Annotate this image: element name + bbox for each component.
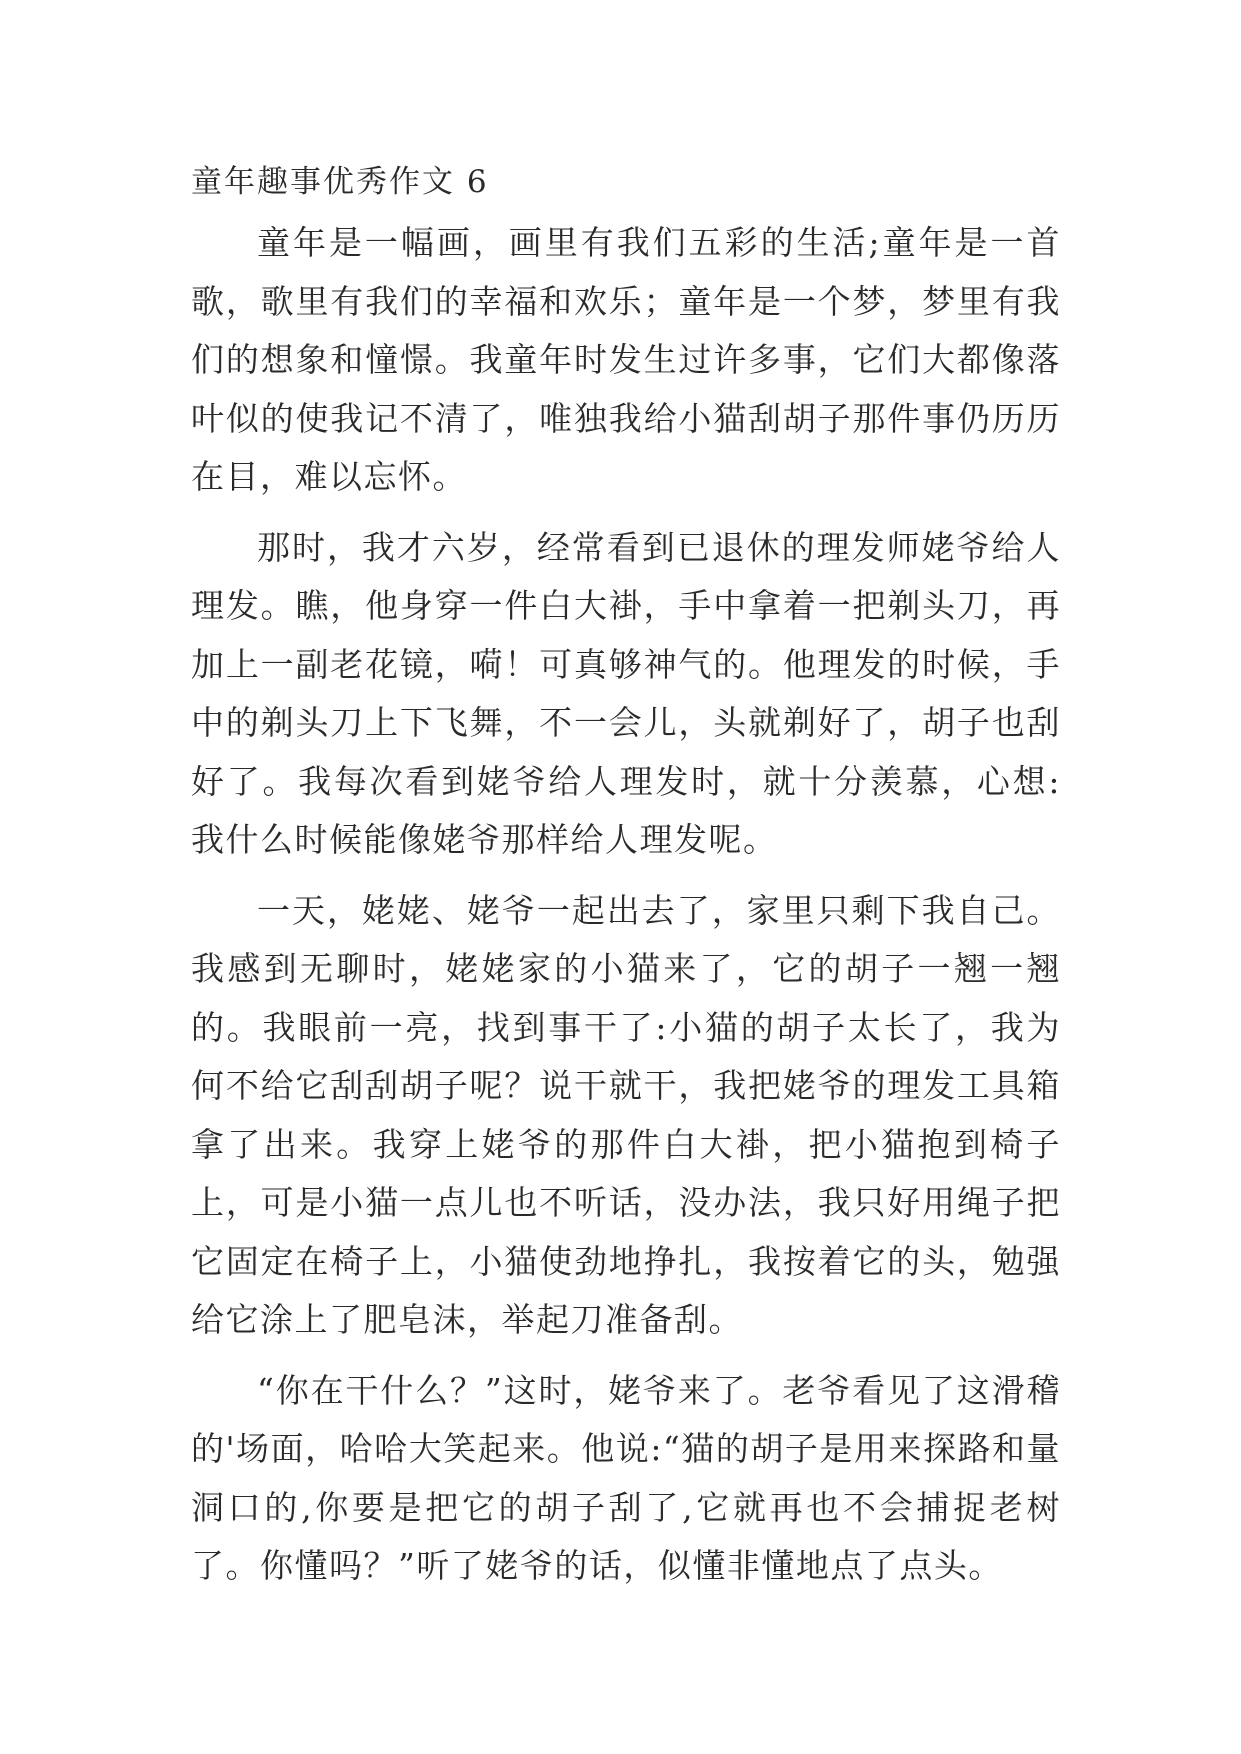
paragraph-3: 一天，姥姥、姥爷一起出去了，家里只剩下我自己。我感到无聊时，姥姥家的小猫来了，它的胡子一翘一翘的。我眼前一亮，找到事干了:小猫的胡子太长了，我为何不给它刮刮胡子呢？说干就干，我把姥爷的理发工具箱拿了出来。我穿上姥爷的那件白大褂，把小猫抱到椅子上，可是小猫一点儿也不听话，没办法，我只好用绳子把它固定在椅子上，小猫使劲地挣扎，我按着它的头，勉强给它涂上了肥皂沫，举起刀准备刮。	[191, 890, 1061, 1339]
document-title: 童年趣事优秀作文 6	[191, 164, 489, 200]
document-body	[191, 162, 1061, 1608]
paragraph-2: 那时，我才六岁，经常看到已退休的理发师姥爷给人理发。瞧，他身穿一件白大褂，手中拿着一把剃头刀，再加上一副老花镜，嗬！可真够神气的。他理发的时候，手中的剃头刀上下飞舞，不一会儿，头就剃好了，胡子也刮好了。我每次看到姥爷给人理发时，就十分羡慕，心想:我什么时候能像姥爷那样给人理发呢。	[191, 527, 1061, 859]
paragraph-4: “你在干什么？”这时，姥爷来了。老爷看见了这滑稽的'场面，哈哈大笑起来。他说:“猫的胡子是用来探路和量洞口的,你要是把它的胡子刮了,它就再也不会捕捉老树了。你懂吗？”听了姥爷的话，似懂非懂地点了点头。	[191, 1370, 1061, 1585]
paragraph-1: 童年是一幅画，画里有我们五彩的生活;童年是一首歌，歌里有我们的幸福和欢乐；童年是一个梦，梦里有我们的想象和憧憬。我童年时发生过许多事，它们大都像落叶似的使我记不清了，唯独我给小猫刮胡子那件事仍历历在目，难以忘怀。	[191, 223, 1061, 496]
